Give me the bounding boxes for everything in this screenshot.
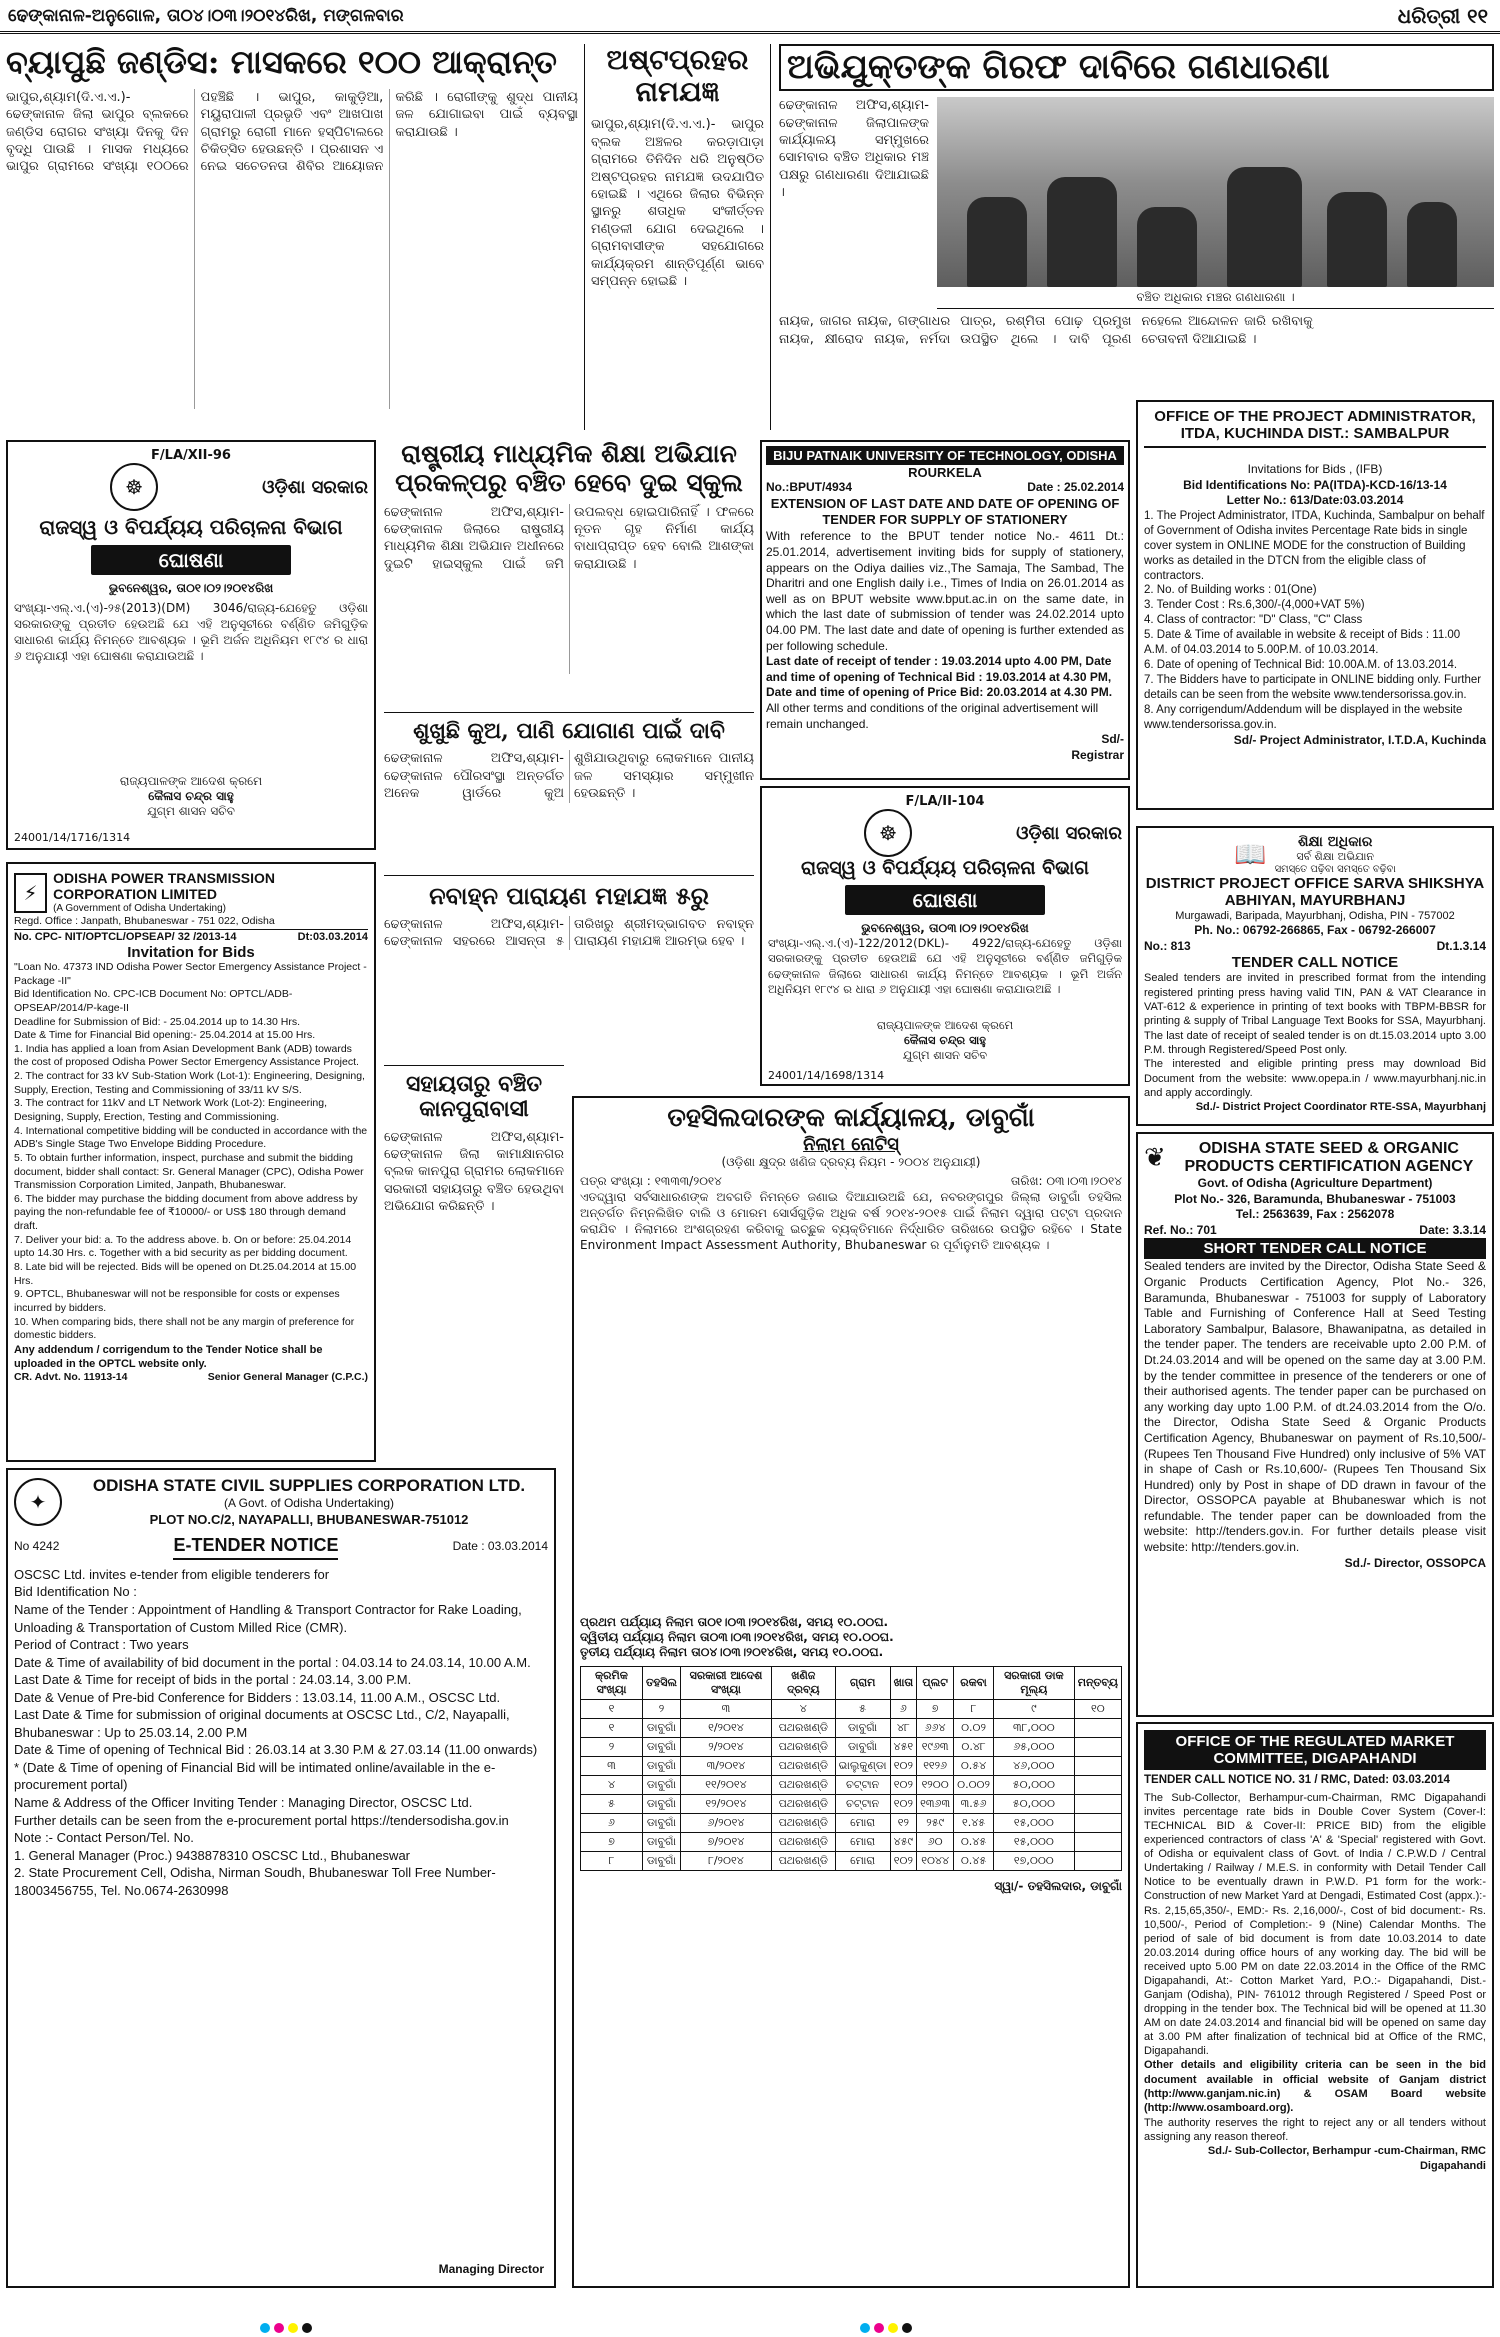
optcl-footer-note: Any addendum / corrigendum to the Tender Notice shall be uploaded in the OPTCL website only. — [14, 1343, 323, 1371]
story-school-body: ଢେଙ୍କାନାଳ ଅଫିସ,ଶ୍ୟାମ- ଢେଙ୍କାନାଳ ଜିଲାରେ ରାଷ୍ଟ୍ରୀୟ ମାଧ୍ୟମିକ ଶିକ୍ଷା ଅଭିଯାନ ଅଧୀନରେ ଦୁଇଟି ହାଇସ୍କୁଲ ପାଇଁ ଜମି ଉପଲବ୍ଧ ହୋଇପାରିନାହିଁ । ଫଳରେ ନୂତନ ଗୃହ ନିର୍ମାଣ କାର୍ଯ୍ୟ ବାଧାପ୍ରାପ୍ତ ହେବ ବୋଲି ଆଶଙ୍କା କରାଯାଉଛି । — [384, 504, 754, 572]
table-cell: ଡାବୁଗାଁ — [642, 1813, 680, 1832]
tahasil-schedule — [580, 1615, 1122, 1660]
ssa-title: DISTRICT PROJECT OFFICE SARVA SHIKSHYA ABHIYAN, MAYURBHANJ — [1145, 875, 1485, 909]
table-cell: ମୋରା — [835, 1832, 890, 1851]
table-cell: ୩.୫୬ — [954, 1794, 994, 1813]
optcl-point: Bid Identification No. CPC-ICB Document No: OPTCL/ADB-OPSEAP/2014/P-kage-II — [14, 988, 293, 1014]
oscsc-line: Period of Contract : Two years — [14, 1637, 189, 1653]
table-cell — [1074, 1851, 1121, 1870]
story-dharana-body: ନାୟକ, ଜାଗର ନାୟକ, ଗଙ୍ଗାଧର ନାୟକ, କ୍ଷୀରୋଦ ନାୟକ, ନର୍ମଦା ପାତ୍ର, ରଶ୍ମିତା ପୋଢ଼ ପ୍ରମୁଖ ଉପସ୍ଥିତ ଥିଲେ । ଦାବି ପୂରଣ ନହେଲେ ଆନ୍ଦୋଳନ ଜାରି ରଖିବାକୁ ଚେତାବନୀ ଦିଆଯାଇଛି । — [779, 314, 1313, 347]
ossopca-sign: Sd./- Director, OSSOPCA — [1344, 1555, 1486, 1570]
table-cell: ୩ — [581, 1756, 643, 1775]
oscsc-lines — [14, 1566, 548, 1899]
ossopca-ref: Ref. No.: 701 — [1144, 1222, 1217, 1237]
ssa-logo-tag: ସମସ୍ତେ ପଢ଼ିବା ସମସ୍ତେ ବଢ଼ିବା — [1274, 864, 1396, 875]
table-cell: ଡାବୁଗାଁ — [642, 1832, 680, 1851]
ssa-sign: Sd./- District Project Coordinator RTE-SSA, Mayurbhanj — [1195, 1101, 1486, 1114]
optcl-addr: Regd. Office : Janpath, Bhubaneswar - 751 022, Odisha — [14, 915, 368, 930]
ad2-gov: ଓଡ଼ିଶା ସରକାର — [1016, 822, 1122, 844]
table-cell: ଡାବୁଗାଁ — [642, 1851, 680, 1870]
tahasil-title: ତହସିଲଦାରଙ୍କ କାର୍ଯ୍ୟାଳୟ, ଡାବୁଗାଁ — [667, 1103, 1035, 1133]
table-cell: ଚଟ୍ଟାନ — [835, 1794, 890, 1813]
ad-signatory: କୈଳାସ ଚନ୍ଦ୍ର ସାହୁ — [148, 789, 234, 803]
table-cell: ୧.୪୫ — [954, 1813, 994, 1832]
table-cell: ୧୫,୦୦୦ — [993, 1832, 1074, 1851]
optcl-points — [14, 961, 368, 1343]
optcl-sign: Senior General Manager (C.P.C.) — [207, 1371, 368, 1384]
itda-item: 2. No. of Building works : 01(One) — [1144, 584, 1317, 597]
ad-revenue-ghoshana-1 — [6, 440, 376, 850]
oscsc-line: Last Date & Time for receipt of bids in the portal : 24.03.14, 3.00 P.M. — [14, 1672, 412, 1688]
ossopca-title: ODISHA STATE SEED & ORGANIC PRODUCTS CERTIFICATION AGENCY — [1184, 1140, 1474, 1175]
table-cell: ୫୦,୦୦୦ — [993, 1794, 1074, 1813]
table-cell: ଡାବୁଗାଁ — [642, 1794, 680, 1813]
tahasil-schedule-item: ଦ୍ୱିତୀୟ ପର୍ଯ୍ୟାୟ ନିଲାମ ତା୦୩।୦୩।୨୦୧୪ରିଖ, ସମୟ ୧୦.୦୦ଘ. — [580, 1629, 894, 1644]
itda-bid-no: Bid Identifications No: PA(ITDA)-KCD-16/13-14 — [1183, 477, 1447, 492]
table-number-cell: ୫ — [835, 1699, 890, 1718]
story-jaundice — [6, 44, 578, 430]
ssa-addr: Murgawadi, Baripada, Mayurbhanj, Odisha, PIN - 757002 — [1175, 910, 1455, 922]
table-cell: ୧/୨୦୧୪ — [680, 1718, 771, 1737]
page-dateline: ଢେଙ୍କାନାଳ-ଅନୁଗୋଳ, ତା୦୪।୦୩।୨୦୧୪ରିଖ, ମଙ୍ଗଳବାର — [8, 6, 404, 26]
story-well-body: ଢେଙ୍କାନାଳ ଅଫିସ,ଶ୍ୟାମ-ଢେଙ୍କାନାଳ ପୌରସଂସ୍ଥା ଅନ୍ତର୍ଗତ ଅନେକ ୱାର୍ଡରେ କୁଅ ଶୁଖିଯାଉଥିବାରୁ ଲୋକମାନେ ପାନୀୟ ଜଳ ସମସ୍ୟାର ସମ୍ମୁଖୀନ ହେଉଛନ୍ତି । — [384, 751, 754, 802]
story-dharana — [770, 44, 1494, 430]
oscsc-no: No 4242 — [14, 1539, 60, 1554]
ad2-order: ରାଜ୍ୟପାଳଙ୍କ ଆଦେଶ କ୍ରମେ — [876, 1018, 1014, 1032]
ad-banner: ଘୋଷଣା — [91, 545, 291, 575]
tahasil-date: ତାରିଖ: ୦୩।୦୩।୨୦୧୪ — [1010, 1173, 1122, 1188]
story-namayajna-headline: ଅଷ୍ଟପ୍ରହର ନାମଯଜ୍ଞ — [606, 44, 749, 109]
odisha-emblem-icon: ☸ — [864, 809, 912, 857]
rmc-body3: The authority reserves the right to reject any or all tenders without assigning any reason thereof. — [1144, 2116, 1486, 2143]
table-row — [581, 1737, 1122, 1756]
table-number-cell: ୬ — [890, 1699, 917, 1718]
table-cell — [1074, 1813, 1121, 1832]
table-number-cell: ୨ — [642, 1699, 680, 1718]
table-cell: ୪୬,୦୦୦ — [993, 1756, 1074, 1775]
ad-oscsc — [6, 1468, 556, 2288]
table-number-cell: ୧୦ — [1074, 1699, 1121, 1718]
optcl-point: 2. The contract for 33 kV Sub-Station Work (Lot-1): Engineering, Designing, Supply, Erection, Testing and Commissioning of 33/11 kV S/S. — [14, 1070, 365, 1096]
tahasil-sub: (ଓଡ଼ିଶା କ୍ଷୁଦ୍ର ଖଣିଜ ଦ୍ରବ୍ୟ ନିୟମ - ୨୦୦୪ ଅନୁଯାୟୀ) — [721, 1154, 981, 1169]
oscsc-date: Date : 03.03.2014 — [452, 1539, 548, 1554]
ossopca-heading: SHORT TENDER CALL NOTICE — [1144, 1238, 1486, 1259]
table-cell: ୨ — [581, 1737, 643, 1756]
oscsc-line: * (Date & Time of opening of Financial Bid will be intimated online/available in the e-procurement portal) — [14, 1759, 496, 1793]
oscsc-line: Last Date & Time for submission of original documents at OSCSC Ltd., C/2, Nayapalli, Bhubaneswar : Up to 25.03.14, 2.00 P.M — [14, 1707, 510, 1740]
itda-letter: Letter No.: 613/Date:03.03.2014 — [1226, 493, 1404, 508]
tahasil-no: ପତ୍ର ସଂଖ୍ୟା : ୧୩୩୩/୨୦୧୪ — [580, 1173, 722, 1188]
ad-revenue-ghoshana-2 — [760, 786, 1130, 1086]
table-row — [581, 1832, 1122, 1851]
table-cell: ୧୧/୨୦୧୪ — [680, 1775, 771, 1794]
oscsc-logo-icon: ✦ — [14, 1478, 62, 1526]
table-cell: ମୋରା — [835, 1851, 890, 1870]
itda-item: 4. Class of contractor: "D" Class, "C" Class — [1144, 614, 1363, 627]
ad2-body: ସଂଖ୍ୟା-ଏଲ୍.ଏ.(ଏ)-122/2012(DKL)- 4922/ରାଜ୍ୟ-ଯେହେତୁ ଓଡ଼ିଶା ସରକାରଙ୍କୁ ପ୍ରତୀତ ହେଉଅଛି ଯେ ଏହି ଅନୁସୂଚୀରେ ବର୍ଣ୍ଣିତ ଜମିଗୁଡ଼ିକ ଢେଙ୍କାନାଳ ଜିଲାରେ ସାଧାରଣ କାର୍ଯ୍ୟ ନିମନ୍ତେ ଆବଶ୍ୟକ । ଭୂମି ଅର୍ଜନ ଅଧିନିୟମ ୧୮୯୪ ର ଧାରା ୬ ଅନୁଯାୟୀ ଏହା ଘୋଷଣା କରାଯାଉଅଛି । — [768, 936, 1122, 997]
optcl-heading: Invitation for Bids — [127, 943, 255, 961]
table-cell: ପଥରଖଣ୍ଡି — [771, 1775, 835, 1794]
table-row — [581, 1851, 1122, 1870]
table-cell: ୧୨୦୦ — [917, 1775, 954, 1794]
ad-order: ରାଜ୍ୟପାଳଙ୍କ ଆଦେଶ କ୍ରମେ — [119, 774, 263, 788]
table-cell: ଡାବୁଗାଁ — [642, 1737, 680, 1756]
table-cell — [1074, 1775, 1121, 1794]
table-cell: ପଥରଖଣ୍ଡି — [771, 1737, 835, 1756]
table-cell: ୮/୨୦୧୪ — [680, 1851, 771, 1870]
table-cell: ୪୮ — [890, 1718, 917, 1737]
table-cell: ଭାଲୁକୁଣ୍ଡା — [835, 1756, 890, 1775]
table-cell: ଡାବୁଗାଁ — [642, 1756, 680, 1775]
story-well-headline: ଶୁଖୁଛି କୁଅ, ପାଣି ଯୋଗାଣ ପାଇଁ ଦାବି — [413, 718, 725, 744]
story-dharana-headline: ଅଭିଯୁକ୍ତଙ୍କ ଗିରଫ ଦାବିରେ ଗଣଧାରଣା — [779, 44, 1494, 91]
ad-rmc — [1136, 1722, 1494, 2288]
table-number-cell: ୮ — [954, 1699, 994, 1718]
table-cell: ୧୫,୦୦୦ — [993, 1813, 1074, 1832]
itda-item: 1. The Project Administrator, ITDA, Kuchinda, Sambalpur on behalf of Government of Odisha invites Percentage Rate bids in single cover system in ONLINE MODE for the construction of Building works as detailed in the DTCN from the eligible class of contractors. — [1144, 509, 1485, 582]
itda-item: 6. Date of opening of Technical Bid: 10.00A.M. of 13.03.2014. — [1144, 659, 1458, 672]
optcl-point: 6. The bidder may purchase the bidding document from above address by paying the non-refundable fee of ₹10000/- or US$ 180 through demand draft. — [14, 1192, 358, 1233]
table-header-cell: ଖାତା — [890, 1666, 917, 1699]
tahasil-heading: ନିଲାମ ନୋଟିସ୍ — [803, 1133, 899, 1155]
ad-designation: ଯୁଗ୍ମ ଶାସନ ସଚିବ — [147, 804, 235, 818]
oscsc-line: Name of the Tender : Appointment of Handling & Transport Contractor for Rake Loading, Unloading & Transportation of Custom Milled Rice (CMR). — [14, 1601, 522, 1635]
table-number-cell: ୪ — [771, 1699, 835, 1718]
rmc-body: The Sub-Collector, Berhampur-cum-Chairman, RMC Digapahandi invites percentage rate bids in Double Cover System (Cover-I: TECHNICAL BID & Cover-II: PRICE BID) from the eligible experienced contractors of class 'A' & 'Special' registered with Govt. of Odisha or equivalent class of Govt. of India / C.P.W.D / Central Undertaking / Railway / M.E.S. in conformity with Detail Tender Call Notice to be eventually drawn in P.W.D. P1 form for the work:- Construction of new Market Yard at Dengadi, Estimated Cost (appx.):- Rs. 2,15,65,350/-, EMD:- Rs. 2,16,000/-, Cost of bid document:- Rs. 10,500/-, Period of Completion:- 9 (Nine) Calendar Months. The period of sale of bid document is from date 10.03.2014 to date 20.03.2014 during office hours of any working day. The bid will be received upto 5.00 PM on date 22.03.2014 in the Office of the RMC Digapahandi, At:- Cotton Market Yard, P.O.:- Digapahandi, Dist.- Ganjam (Odisha), PIN- 761012 through Registered / Speed Post or dropping in the tender box. The Technical bid will be opened at 11.30 AM on date 24.03.2014 and financial bid will be opened on same day at 3.00 PM after finalization of technical bid at Office of the RMC, Digapahandi. — [1144, 1791, 1486, 2058]
table-cell — [1074, 1756, 1121, 1775]
table-cell: ୦.୪୫ — [954, 1832, 994, 1851]
rmc-no: TENDER CALL NOTICE NO. 31 / RMC, Dated: 03.03.2014 — [1144, 1774, 1450, 1786]
optcl-point: 10. When comparing bids, there shall not be any margin of preference for domestic bidders. — [14, 1315, 355, 1342]
tahasil-body: ଏତଦ୍ଦ୍ୱାରା ସର୍ବସାଧାରଣଙ୍କ ଅବଗତି ନିମନ୍ତେ ଜଣାଇ ଦିଆଯାଉଅଛି ଯେ, ନବରଙ୍ଗପୁର ଜିଲ୍ଲା ଡାବୁଗାଁ ତହସିଲ ଅନ୍ତର୍ଗତ ନିମ୍ନଲିଖିତ ବାଲି ଓ ମୋରମ ସୋର୍ସଗୁଡ଼ିକ ଅଧିକ ବର୍ଷ ୨୦୧୪-୨୦୧୫ ପାଇଁ ନିଲାମ ଦ୍ୱାରା ପଟ୍ଟା ପ୍ରଦାନ କରାଯିବ । ନିଲାମରେ ଅଂଶଗ୍ରହଣ କରିବାକୁ ଇଚ୍ଛୁକ ବ୍ୟକ୍ତିମାନେ ନିର୍ଦ୍ଧାରିତ ତାରିଖରେ ଉପସ୍ଥିତ ରହିବେ । State Environment Impact Assessment Authority, Bhubaneswar ର ପୂର୍ବାନୁମତି ଆବଶ୍ୟକ । — [580, 1189, 1122, 1253]
table-row — [581, 1756, 1122, 1775]
oscsc-heading: E-TENDER NOTICE — [173, 1534, 338, 1559]
rmc-sign: Sd./- Sub-Collector, Berhampur -cum-Chairman, RMC Digapahandi — [1207, 2145, 1486, 2172]
leaf-icon: ❦ — [1144, 1143, 1166, 1173]
bput-p1: With reference to the BPUT tender notice No.- 4611 Dt.: 25.01.2014, advertisement inviting bids for supply of stationery, appears on the Odiya dailies viz.,The Samaja, The Sambad, The Dharitri and one English daily i.e., Times of India on 26.01.2014 as well as on BPUT website www.bput.ac.in on the same date, in which the last date of submission of tender was 24.02.2014 upto 04.00 PM. The last date and date of opening is further extended as per following schedule. — [766, 529, 1124, 653]
table-cell: ୭ — [581, 1832, 643, 1851]
table-row — [581, 1794, 1122, 1813]
table-cell: ପଥରଖଣ୍ଡି — [771, 1718, 835, 1737]
table-cell: ୧ — [581, 1718, 643, 1737]
optcl-title: ODISHA POWER TRANSMISSION CORPORATION LIMITED — [53, 870, 276, 902]
table-number-cell: ୭ — [917, 1699, 954, 1718]
ad-gov: ଓଡ଼ିଶା ସରକାର — [262, 476, 368, 498]
tahasil-table — [580, 1666, 1122, 1871]
itda-item: 5. Date & Time of available in website & receipt of Bids : 11.00 A.M. of 04.03.2014 to 5.00P.M. of 10.03.2014. — [1144, 629, 1461, 657]
oscsc-title: ODISHA STATE CIVIL SUPPLIES CORPORATION LTD. — [92, 1476, 526, 1495]
table-header-cell: ଖଣିଜ ଦ୍ରବ୍ୟ — [771, 1666, 835, 1699]
optcl-point: 4. International competitive bidding will be conducted in accordance with the ADB's Single Stage Two Envelope Bidding Procedure. — [14, 1124, 368, 1151]
itda-item: 8. Any corrigendum/Addendum will be displayed in the website www.tendersorissa.gov.in. — [1144, 703, 1463, 731]
story-namayajna-body: ଭାପୁର,ଶ୍ୟାମ(ଦି.ଏ.ଏ.)- ଭାପୁର ବ୍ଲକ ଅଞ୍ଚଳର କରଡ଼ାପାଡ଼ା ଗ୍ରାମରେ ତିନିଦିନ ଧରି ଅନୁଷ୍ଠିତ ଅଷ୍ଟପ୍ରହର ନାମଯଜ୍ଞ ଉଦଯାପିତ ହୋଇଛି । ଏଥିରେ ଜିଲାର ବିଭିନ୍ନ ସ୍ଥାନରୁ ଶତାଧିକ ସଂକୀର୍ତ୍ତନ ମଣ୍ଡଳୀ ଯୋଗ ଦେଇଥିଲେ । ଗ୍ରାମବାସୀଙ୍କ ସହଯୋଗରେ କାର୍ଯ୍ୟକ୍ରମ ଶାନ୍ତିପୂର୍ଣ୍ଣ ଭାବେ ସମ୍ପନ୍ନ ହୋଇଛି । — [591, 117, 764, 290]
oscsc-addr: PLOT NO.C/2, NAYAPALLI, BHUBANESWAR-751012 — [149, 1511, 469, 1527]
dharana-photo-caption: ବଞ୍ଚିତ ଅଧିକାର ମଞ୍ଚର ଗଣଧାରଣା । — [937, 287, 1494, 309]
optcl-logo-icon: ⚡ — [14, 873, 47, 913]
oscsc-line: 1. General Manager (Proc.) 9438878310 OSCSC Ltd., Bhubaneswar — [14, 1847, 411, 1863]
table-cell: ୩/୨୦୧୪ — [680, 1756, 771, 1775]
table-cell: ୧୦୪୪ — [917, 1851, 954, 1870]
table-cell: ୧୦୨ — [890, 1794, 917, 1813]
bput-date: Date : 25.02.2014 — [1027, 480, 1124, 494]
story-dharana-intro: ଢେଙ୍କାନାଳ ଅଫିସ,ଶ୍ୟାମ- ଢେଙ୍କାନାଳ ଜିଲାପାଳଙ୍କ କାର୍ଯ୍ୟାଳୟ ସମ୍ମୁଖରେ ସୋମବାର ବଞ୍ଚିତ ଅଧିକାର ମଞ୍ଚ ପକ୍ଷରୁ ଗଣଧାରଣା ଦିଆଯାଇଛି । — [779, 98, 929, 201]
ossopca-tel: Tel.: 2563639, Fax : 2562078 — [1235, 1207, 1395, 1222]
odisha-emblem-icon: ☸ — [110, 463, 158, 511]
tahasil-schedule-item: ତୃତୀୟ ପର୍ଯ୍ୟାୟ ନିଲାମ ତା୦୪।୦୩।୨୦୧୪ରିଖ, ସମୟ ୧୦.୦୦ଘ. — [580, 1644, 884, 1659]
table-header-cell: ଗ୍ରାମ — [835, 1666, 890, 1699]
table-header-row — [581, 1666, 1122, 1699]
ad2-designation: ଯୁଗ୍ମ ଶାସନ ସଚିବ — [902, 1048, 988, 1062]
itda-item: 3. Tender Cost : Rs.6,300/-(4,000+VAT 5%) — [1144, 599, 1365, 612]
table-cell: ପଥରଖଣ୍ଡି — [771, 1794, 835, 1813]
story-namayajna — [584, 44, 764, 430]
story-jaundice-headline: ବ୍ୟାପୁଛି ଜଣ୍ଡିସ: ମାସକରେ ୧୦୦ ଆକ୍ରାନ୍ତ — [6, 44, 557, 81]
table-number-cell: ୧ — [581, 1699, 643, 1718]
table-header-cell: ସରକାରୀ ଆଦେଶ ସଂଖ୍ୟା — [680, 1666, 771, 1699]
oscsc-line: Note :- Contact Person/Tel. No. — [14, 1830, 194, 1846]
dharana-photo — [937, 97, 1494, 287]
ossopca-date: Date: 3.3.14 — [1419, 1222, 1486, 1237]
table-cell: ୩୮,୦୦୦ — [993, 1718, 1074, 1737]
ssa-ph: Ph. No.: 06792-266865, Fax - 06792-266007 — [1194, 923, 1436, 938]
ad2-code: 24001/14/1698/1314 — [768, 1069, 885, 1082]
ssa-no: No.: 813 — [1144, 938, 1191, 953]
table-cell: ଡାବୁଗାଁ — [835, 1718, 890, 1737]
table-header-cell: କ୍ରମିକ ସଂଖ୍ୟା — [581, 1666, 643, 1699]
table-cell: ୧୩୬୩ — [917, 1794, 954, 1813]
bput-no: No.:BPUT/4934 — [766, 480, 853, 494]
table-header-cell: ମନ୍ତବ୍ୟ — [1074, 1666, 1121, 1699]
ad2-banner: ଘୋଷଣା — [845, 885, 1045, 915]
optcl-no: No. CPC- NIT/OPTCL/OPSEAP/ 32 /2013-14 — [14, 930, 237, 943]
ad-dept: ରାଜସ୍ୱ ଓ ବିପର୍ଯ୍ୟୟ ପରିଚାଳନା ବିଭାଗ — [39, 515, 343, 539]
table-cell: ୬ — [581, 1813, 643, 1832]
table-cell: ୪୫୧ — [890, 1737, 917, 1756]
tahasil-schedule-item: ପ୍ରଥମ ପର୍ଯ୍ୟାୟ ନିଲାମ ତା୦୧।୦୩।୨୦୧୪ରିଖ, ସମୟ ୧୦.୦୦ଘ. — [580, 1614, 889, 1629]
bput-signer: Registrar — [1071, 747, 1124, 762]
ad-ref: F/LA/XII-96 — [151, 448, 231, 463]
table-cell: ୬୬୪ — [917, 1718, 954, 1737]
story-school — [384, 440, 754, 710]
ssa-body: Sealed tenders are invited in prescribed format from the intending registered printing press having valid TIN, PAN & VAT Clearance in VAT-612 & experience in printing of text books with TBPM-BBSR for printing & supply of Tribal Language Text Books for SSA, Mayurbhanj. The last date of receipt of sealed tender is on dt.15.03.2014 upto 3.00 P.M. through Registered/Speed Post only. — [1144, 972, 1486, 1056]
table-row — [581, 1718, 1122, 1737]
optcl-point: 8. Late bid will be rejected. Bids will be opened on Dt.25.04.2014 at 15.00 Hrs. — [14, 1261, 357, 1287]
oscsc-line: Further details can be seen from the e-procurement portal https://tendersodisha.gov.in — [14, 1812, 509, 1828]
table-cell: ପଥରଖଣ୍ଡି — [771, 1851, 835, 1870]
registration-marks — [860, 2323, 912, 2333]
optcl-point: 7. Deliver your bid: a. To the address above. b. On or before: 25.04.2014 upto 14.30 Hrs. c. Together with a bid security as per bidding document. — [14, 1233, 352, 1260]
ad-optcl — [6, 862, 376, 1462]
table-cell: ୨/୨୦୧୪ — [680, 1737, 771, 1756]
table-cell: ୧୦୨ — [890, 1851, 917, 1870]
optcl-adv: CR. Advt. No. 11913-14 — [14, 1371, 128, 1384]
table-header-cell: ରକବା — [954, 1666, 994, 1699]
bput-p3: All other terms and conditions of the original advertisement will remain unchanged. — [766, 700, 1099, 731]
ssa-body2: The interested and eligible printing press may download Bid Document from the website: www.opepa.in / www.mayurbhanj.nic.in and apply accordingly. — [1144, 1058, 1486, 1099]
table-cell: ୨୫୯ — [917, 1813, 954, 1832]
story-kanapura-headline: ସହାୟତାରୁ ବଞ୍ଚିତ କାନପୁରାବାସୀ — [405, 1071, 543, 1123]
tahasil-sign: ସ୍ୱା/- ତହସିଲଦାର, ଡାବୁଗାଁ — [994, 1878, 1122, 1893]
table-cell: ୦.୪୮ — [954, 1737, 994, 1756]
ssa-heading: TENDER CALL NOTICE — [1231, 954, 1399, 972]
oscsc-line: Name & Address of the Officer Inviting Tender : Managing Director, OSCSC Ltd. — [14, 1794, 473, 1810]
optcl-sub: (A Government of Odisha Undertaking) — [53, 903, 226, 914]
ossopca-addr: Plot No.- 326, Baramunda, Bhubaneswar - 751003 — [1174, 1191, 1456, 1206]
table-cell: ଡାବୁଗାଁ — [835, 1737, 890, 1756]
ossopca-body: Sealed tenders are invited by the Director, Odisha State Seed & Organic Products Certification Agency, Plot No.- 326, Baramunda, Bhubaneswar - 751003 for supply of Laboratory Table and Furnishing of Conference Hall at Seed Testing Laboratory Sambalpur, Balasore, Bhawanipatna, as detailed in the tender paper. The tenders are receivable upto 2.00 P.M. of Dt.24.03.2014 and will be opened on the same day at 3.00 P.M. by the tender committee in presence of the tenderers or one of their authorised agents. The tender paper can be purchased on any working day upto 1.00 P.M. of dt.24.03.2014 from the O/o. the Director, Odisha State Seed & Organic Products Certification Agency, Bhubaneswar on payment of Rs.10,500/- (Rupees Ten Thousand Five Hundred) only inclusive of 5% VAT in shape of Cash or Rs.10,600/- (Rupees Ten Thousand Six Hundred) only by Post in shape of DD drawn in favour of the Director, OSSOPCA payable at Bhubaneswar which is not refundable. The tender paper can be downloaded from the website: http://tenders.gov.in. For further details please visit website: http://tenders.gov.in. — [1144, 1259, 1486, 1555]
itda-invite: Invitations for Bids , (IFB) — [1247, 462, 1383, 476]
ad-bput — [760, 440, 1130, 780]
table-cell: ମୋରା — [835, 1813, 890, 1832]
ad-body: ସଂଖ୍ୟା-ଏଲ୍.ଏ.(ଏ)-୨୫(2013)(DM) 3046/ରାଜ୍ୟ-ଯେହେତୁ ଓଡ଼ିଶା ସରକାରଙ୍କୁ ପ୍ରତୀତ ହେଉଅଛି ଯେ ଏହି ଅନୁସୂଚୀରେ ବର୍ଣ୍ଣିତ ଜମିଗୁଡ଼ିକ ସାଧାରଣ କାର୍ଯ୍ୟ ନିମନ୍ତେ ଆବଶ୍ୟକ । ଭୂମି ଅର୍ଜନ ଅଧିନିୟମ ୧୮୯୪ ର ଧାରା ୬ ଅନୁଯାୟୀ ଏହା ଘୋଷଣା କରାଯାଉଅଛି । — [14, 601, 368, 664]
bput-city: ROURKELA — [908, 465, 982, 480]
optcl-point: 1. India has applied a loan from Asian Development Bank (ADB) towards the cost of proposed Odisha Power Sector Emergency Assistance Project. — [14, 1042, 359, 1069]
table-cell: ୮ — [581, 1851, 643, 1870]
table-cell: ୫୦,୦୦୦ — [993, 1775, 1074, 1794]
itda-item: 7. The Bidders have to participate in ONLINE bidding only. Further details can be seen from the website www.tendersorissa.gov.in. — [1144, 674, 1482, 702]
itda-sign: Sd/- Project Administrator, I.T.D.A, Kuchinda — [1233, 732, 1486, 747]
table-cell: ୧୯୬୩ — [917, 1737, 954, 1756]
optcl-point: 3. The contract for 11kV and LT Network Work (Lot-2): Engineering, Designing, Supply, Erection, Testing and Commissioning. — [14, 1097, 328, 1123]
ssa-date: Dt.1.3.14 — [1436, 938, 1486, 953]
optcl-point: "Loan No. 47373 IND Odisha Power Sector Emergency Assistance Project -Package -II" — [14, 960, 367, 987]
oscsc-line: Bid Identification No : — [14, 1584, 137, 1600]
table-cell: ୦.୫୪ — [954, 1756, 994, 1775]
story-nabahna-headline: ନବାହ୍ନ ପାରାୟଣ ମହାଯଜ୍ଞ ୫ରୁ — [429, 881, 709, 910]
ossopca-sub: Govt. of Odisha (Agriculture Department) — [1197, 1176, 1433, 1190]
story-nabahna-body: ଢେଙ୍କାନାଳ ଅଫିସ,ଶ୍ୟାମ-ଢେଙ୍କାନାଳ ସହରରେ ଆସନ୍ତା ୫ ତାରିଖରୁ ଶ୍ରୀମଦ୍ଭାଗବତ ନବାହ୍ନ ପାରାୟଣ ମହାଯଜ୍ଞ ଆରମ୍ଭ ହେବ । — [384, 916, 754, 949]
table-cell: ୫ — [581, 1794, 643, 1813]
table-cell: ୬୦ — [917, 1832, 954, 1851]
ad2-place-date: ଭୁବନେଶ୍ୱର, ତା୦୩।୦୨।୨୦୧୪ରିଖ — [861, 921, 1029, 935]
table-cell: ଡାବୁଗାଁ — [642, 1718, 680, 1737]
bput-p2: Last date of receipt of tender : 19.03.2014 upto 4.00 PM, Date and time of opening of Technical Bid : 19.03.2014 at 4.30 PM, Date and time of opening of Price Bid: 20.03.2014 at 4.30 PM. — [766, 654, 1113, 700]
ad-itda — [1136, 400, 1494, 810]
table-cell: ୭/୨୦୧୪ — [680, 1832, 771, 1851]
table-cell — [1074, 1794, 1121, 1813]
table-cell — [1074, 1832, 1121, 1851]
story-well — [384, 712, 754, 872]
table-number-cell: ୯ — [993, 1699, 1074, 1718]
bput-title: BIJU PATNAIK UNIVERSITY OF TECHNOLOGY, ODISHA — [766, 446, 1124, 465]
table-cell: ୦.୦୨ — [954, 1718, 994, 1737]
ssa-logo-sub: ସର୍ବ ଶିକ୍ଷା ଅଭିଯାନ — [1296, 850, 1374, 863]
ad-ossopca — [1136, 1132, 1494, 1717]
ad-ssa — [1136, 826, 1494, 1126]
optcl-point: 5. To obtain further information, inspect, purchase and submit the bidding document, bidder shall contact: Sr. General Manager (CPC), Odisha Power Transmission Corporation Limited, Janpath, Bhubaneswar. — [14, 1151, 364, 1192]
table-cell: ୧୧୨୬ — [917, 1756, 954, 1775]
story-nabahna — [384, 875, 754, 1060]
table-cell: ୪୫୯ — [890, 1832, 917, 1851]
oscsc-line: OSCSC Ltd. invites e-tender from eligible tenderers for — [14, 1566, 330, 1582]
rmc-title: OFFICE OF THE REGULATED MARKET COMMITTEE, DIGAPAHANDI — [1144, 1730, 1486, 1770]
story-kanapura-body: ଢେଙ୍କାନାଳ ଅଫିସ,ଶ୍ୟାମ- ଢେଙ୍କାନାଳ ଜିଲା କାମାକ୍ଷାନଗର ବ୍ଲକ କାନପୁରା ଗ୍ରାମର ଲୋକମାନେ ସରକାରୀ ସହାୟତାରୁ ବଞ୍ଚିତ ହେଉଥିବା ଅଭିଯୋଗ କରିଛନ୍ତି । — [384, 1129, 564, 1215]
book-icon: 📖 — [1234, 839, 1267, 870]
oscsc-sub: (A Govt. of Odisha Undertaking) — [223, 1496, 395, 1510]
table-cell: ୬/୨୦୧୪ — [680, 1813, 771, 1832]
ad-tahasil — [572, 1096, 1130, 2288]
optcl-point: 9. OPTCL, Bhubaneswar will not be responsible for costs or expenses incurred by bidders. — [14, 1288, 340, 1314]
table-header-cell: ପ୍ଲଟ — [917, 1666, 954, 1699]
bput-heading: EXTENSION OF LAST DATE AND DATE OF OPENING OF TENDER FOR SUPPLY OF STATIONERY — [770, 495, 1120, 528]
table-cell: ୬୫,୦୦୦ — [993, 1737, 1074, 1756]
page-header — [0, 0, 1500, 34]
table-cell: ୪ — [581, 1775, 643, 1794]
table-cell: ପଥରଖଣ୍ଡି — [771, 1832, 835, 1851]
bput-sign: Sd/- — [1101, 732, 1124, 747]
oscsc-line: Date & Venue of Pre-bid Conference for Bidders : 13.03.14, 11.00 A.M., OSCSC Ltd. — [14, 1689, 501, 1705]
itda-items — [1144, 509, 1486, 733]
page-number: ଧରିତ୍ରୀ ୧୧ — [1397, 4, 1488, 28]
table-cell: ୦.୪୫ — [954, 1851, 994, 1870]
table-cell: ପଥରଖଣ୍ଡି — [771, 1813, 835, 1832]
optcl-point: Date & Time for Financial Bid opening:- 25.04.2014 at 15.00 Hrs. — [14, 1029, 316, 1042]
ad2-ref: F/LA/II-104 — [905, 794, 985, 809]
oscsc-line: 2. State Procurement Cell, Odisha, Nirman Soudh, Bhubaneswar Toll Free Number- 18003456755, Tel. No.0674-2630998 — [14, 1865, 496, 1898]
table-cell: ୧୨/୨୦୧୪ — [680, 1794, 771, 1813]
table-cell: ୦.୦୦୨ — [954, 1775, 994, 1794]
ad-code: 24001/14/1716/1314 — [14, 831, 131, 844]
rmc-body2: Other details and eligibility criteria can be seen in the bid document available in official website of Ganjam district (http://www.ganjam.nic.in) & OSAM Board website (http://www.osamboard.org). — [1144, 2059, 1486, 2115]
table-cell: ୧୭,୦୦୦ — [993, 1851, 1074, 1870]
ad2-signatory: କୈଳାସ ଚନ୍ଦ୍ର ସାହୁ — [904, 1033, 986, 1047]
table-header-cell: ତହସିଲ — [642, 1666, 680, 1699]
oscsc-sign: Managing Director — [438, 2262, 544, 2277]
optcl-point: Deadline for Submission of Bid: - 25.04.2014 up to 14.30 Hrs. — [14, 1015, 301, 1028]
optcl-date: Dt:03.03.2014 — [297, 930, 368, 943]
table-number-cell: ୩ — [680, 1699, 771, 1718]
ssa-logo-title: ଶିକ୍ଷା ଅଧିକାର — [1297, 834, 1373, 850]
ad2-dept: ରାଜସ୍ୱ ଓ ବିପର୍ଯ୍ୟୟ ପରିଚାଳନା ବିଭାଗ — [801, 857, 1089, 879]
oscsc-line: Date & Time of opening of Technical Bid : 26.03.14 at 3.30 P.M & 27.03.14 (11.00 onwards) — [14, 1742, 538, 1758]
table-cell: ପଥରଖଣ୍ଡି — [771, 1756, 835, 1775]
registration-marks — [260, 2323, 312, 2333]
table-cell: ୧୦୨ — [890, 1775, 917, 1794]
table-cell — [1074, 1737, 1121, 1756]
table-cell: ଚଟ୍ଟାନ — [835, 1775, 890, 1794]
story-school-headline: ରାଷ୍ଟ୍ରୀୟ ମାଧ୍ୟମିକ ଶିକ୍ଷା ଅଭିଯାନ ପ୍ରକଳ୍ପରୁ ବଞ୍ଚିତ ହେବେ ଦୁଇ ସ୍କୁଲ — [395, 440, 743, 497]
table-row — [581, 1813, 1122, 1832]
ad-place-date: ଭୁବନେଶ୍ୱର, ତା୦୧।୦୨।୨୦୧୪ରିଖ — [108, 581, 274, 595]
table-number-row — [581, 1699, 1122, 1718]
table-row — [581, 1775, 1122, 1794]
story-jaundice-body: ଭାପୁର,ଶ୍ୟାମ(ଦି.ଏ.ଏ.)- ଢେଙ୍କାନାଳ ଜିଲା ଭାପୁର ବ୍ଲକରେ ଜଣ୍ଡିସ ରୋଗର ସଂଖ୍ୟା ଦିନକୁ ଦିନ ବୃଦ୍ଧି ପାଉଛି । ମାସକ ମଧ୍ୟରେ ଭାପୁର ଗ୍ରାମରେ ସଂଖ୍ୟା ୧୦୦ରେ ପହଞ୍ଚିଛି । ଭାପୁର, କାକୁଡ଼ିଆ, ମୟୁରାପାଳୀ ପ୍ରଭୃତି ଏବଂ ଆଖପାଖ ଗ୍ରାମରୁ ରୋଗୀ ମାନେ ହସ୍ପିଟାଲରେ ଚିକିତ୍ସିତ ହେଉଛନ୍ତି । ପ୍ରଶାସନ ଏ ନେଇ ସଚେତନତା ଶିବିର ଆୟୋଜନ କରିଛି । ରୋଗୀଙ୍କୁ ଶୁଦ୍ଧ ପାନୀୟ ଜଳ ଯୋଗାଇବା ପାଇଁ ବ୍ୟବସ୍ଥା କରାଯାଉଛି । — [6, 89, 578, 175]
table-cell: ୧୨ — [890, 1813, 917, 1832]
oscsc-line: Date & Time of availability of bid document in the portal : 04.03.14 to 24.03.14, 10.00 A.M. — [14, 1654, 531, 1670]
table-header-cell: ସରକାରୀ ଡାକ ମୂଲ୍ୟ — [993, 1666, 1074, 1699]
table-cell — [1074, 1718, 1121, 1737]
table-cell: ୧୦୨ — [890, 1756, 917, 1775]
table-cell: ଡାବୁଗାଁ — [642, 1775, 680, 1794]
itda-title: OFFICE OF THE PROJECT ADMINISTRATOR, ITDA, KUCHINDA DIST.: SAMBALPUR — [1144, 408, 1486, 448]
